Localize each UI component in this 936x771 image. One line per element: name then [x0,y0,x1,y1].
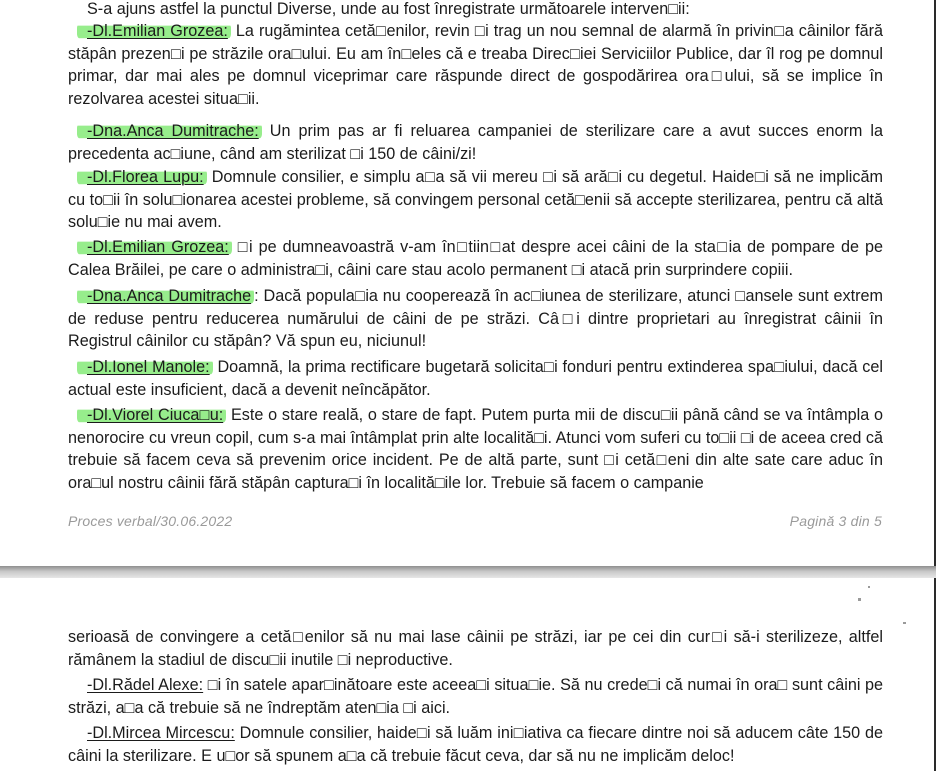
scan-speck [903,622,906,624]
intervention-paragraph [68,236,883,281]
speaker-name: -Dna.Anca Dumitrache: [77,122,262,140]
intervention-paragraph [68,285,883,353]
intervention-text: Este o stare reală, o stare de fapt. Putem purta mii de discu□ii până când se va întâmpla o nenorocire cu vreun copil, cum s-a mai întâmplat prin alte localită□i. Atunci vom suferi cu to□ii □i de aceea cred că trebuie să facem ceva să prevenim orice incident. Pe de altă parte, sunt □i cetă□eni din alte sate care aduc în ora□ul nostru câinii fără stăpân captura□i în localită□ile lor. Trebuie să facem o campanie [68,406,883,492]
speaker-name: -Dl.Emilian Grozea: [77,22,231,40]
speaker-name: -Dl.Rădel Alexe: [87,676,204,694]
intervention-text: : Dacă popula□ia nu cooperează în ac□iunea de sterilizare, atunci □ansele sunt extrem de reduse pentru reducerea numărului de câini de pe străzi. Câ□i dintre proprietari au înregistrat câinii în Registrul câinilor cu stăpân? Vă spun eu, niciunul! [68,287,883,350]
intervention-paragraph [68,166,883,234]
intervention-text: □i în satele apar□inătoare este aceea□i situa□ie. Să nu crede□i că numai în ora□ sunt câini pe străzi, a□a că trebuie să ne îndreptăm aten□ia □i aici. [68,676,884,717]
footer-document-id: Proces verbal/30.06.2022 [68,513,233,529]
speaker-name: -Dl.Emilian Grozea: [77,238,232,256]
intervention-paragraph [68,356,883,401]
intervention-text: Domnule consilier, haide□i să luăm ini□iativa ca fiecare dintre noi să aducem câte 150 de câini la sterilizare. E u□or să spunem a□a că trebuie făcut ceva, dar să nu ne implicăm deloc! [68,724,883,765]
intervention-paragraph [68,674,883,719]
scan-speck [858,598,861,601]
intervention-text: Un prim pas ar fi reluarea campaniei de sterilizare care a avut succes enorm la precedenta ac□iune, când am sterilizat □i 150 de câini/zi! [68,122,883,163]
speaker-name: -Dl.Florea Lupu: [77,168,207,186]
speaker-name: -Dna.Anca Dumitrache [77,287,254,305]
scan-speck [868,586,870,588]
intervention-paragraph [68,120,883,165]
intervention-text: La rugămintea cetă□enilor, revin □i trag un nou semnal de alarmă în privin□a câinilor fără stăpân prezen□i pe străzile ora□ului. Eu am în□eles că e treaba Direc□iei Serviciilor Publice, dar îl rog pe domnul primar, dar mai ales pe domnul viceprimar care răspunde direct de gospodărirea ora□ului, să se implice în rezolvarea acestei situa□ii. [68,22,883,108]
continuation-paragraph: serioasă de convingere a cetă□enilor să nu mai lase câinii pe străzi, iar pe cei din cur□i să-i sterilizeze, altfel rămânem la stadiul de discu□ii inutile □i neproductive. [68,628,883,669]
intro-paragraph: S-a ajuns astfel la punctul Diverse, unde au fost înregistrate următoarele interven□ii: [87,0,690,18]
footer-page-number: Pagină 3 din 5 [789,513,882,529]
page-separator [0,566,936,578]
speaker-name: -Dl.Viorel Ciuca□u: [77,406,226,424]
intervention-text: □i pe dumneavoastră v-am în□tiin□at despre acei câini de la sta□ia de pompare de pe Calea Brăilei, pe care o administra□i, câini care stau acolo permanent □i atacă prin surprindere copiii. [68,238,883,279]
intervention-paragraph [68,20,883,110]
speaker-name: -Dl.Mircea Mircescu: [87,724,235,742]
document-page-4 [0,578,936,771]
intervention-paragraph [68,404,883,494]
intervention-paragraph [68,722,883,767]
speaker-name: -Dl.Ionel Manole: [77,358,213,376]
intervention-text: Domnule consilier, e simplu a□a să vii mereu □i să ară□i cu degetul. Haide□i să ne implicăm cu to□ii în solu□ionarea acestei probleme, să convingem personal cetă□enii să accepte sterilizarea, pentru că altă solu□ie nu mai avem. [68,168,883,231]
intervention-text: Doamnă, la prima rectificare bugetară solicita□i fonduri pentru extinderea spa□iului, dacă cel actual este insuficient, dacă a devenit neîncăpător. [68,358,883,399]
